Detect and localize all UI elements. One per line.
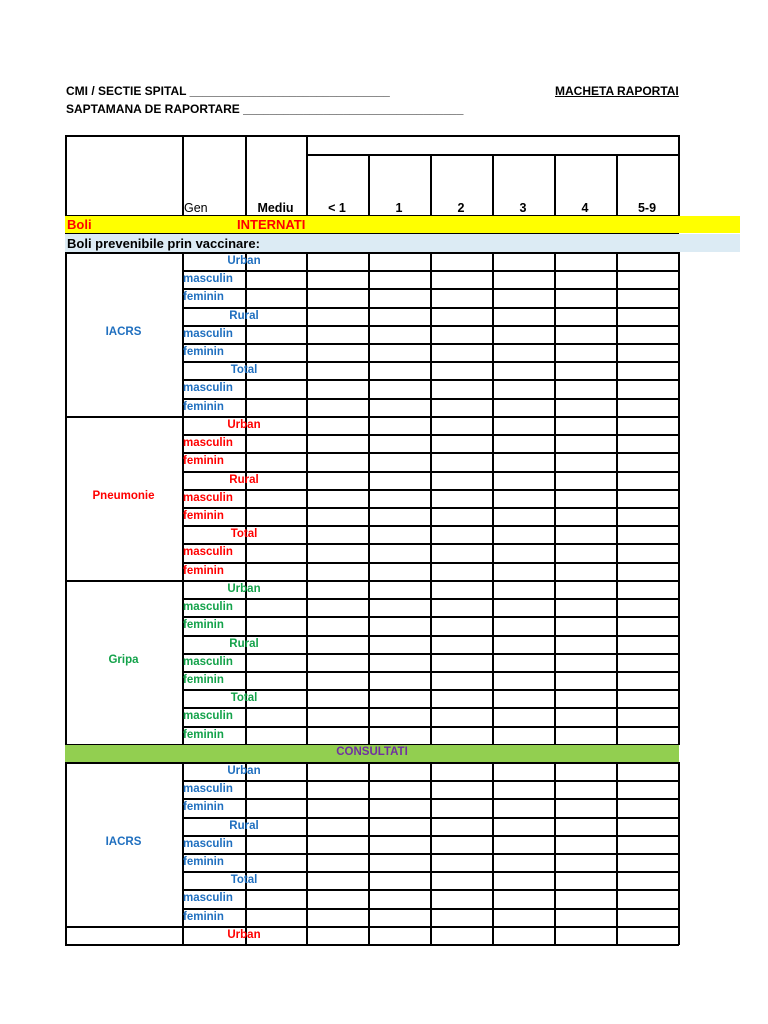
gen-label-feminin: feminin	[183, 400, 224, 413]
column-header-gen: Gen	[184, 201, 208, 215]
row-border	[182, 780, 679, 782]
row-border	[182, 379, 679, 381]
grid-vline	[430, 416, 432, 581]
section-top-border	[65, 926, 679, 928]
gen-label-masculin: masculin	[183, 837, 233, 850]
grid-vline	[616, 252, 618, 417]
row-border	[182, 507, 679, 509]
row-border	[182, 689, 679, 691]
mediu-label-rural: Rural	[229, 819, 259, 832]
disease-label: IACRS	[105, 835, 142, 848]
row-border	[182, 598, 679, 600]
row-border	[182, 361, 679, 363]
row-border	[182, 835, 679, 837]
grid-vline	[430, 762, 432, 927]
gen-label-feminin: feminin	[183, 674, 224, 686]
row-border	[182, 325, 679, 327]
row-border	[182, 471, 679, 473]
row-border	[182, 635, 679, 637]
gen-label-masculin: masculin	[183, 892, 233, 905]
grid-vline	[245, 416, 247, 581]
grid-vline	[554, 762, 556, 927]
grid-vline	[368, 252, 370, 417]
grid-vline	[306, 580, 308, 745]
column-header-age: 3	[519, 201, 527, 215]
row-border	[182, 543, 679, 545]
gen-label-feminin: feminin	[183, 910, 224, 923]
section-top-border	[65, 762, 679, 764]
gen-label-feminin: feminin	[183, 455, 224, 468]
mediu-label-urban: Urban	[227, 419, 261, 431]
row-border	[182, 798, 679, 800]
header-blank-week: _________________________________	[243, 102, 464, 116]
boli-label: Boli	[67, 217, 92, 232]
grid-vline	[492, 926, 494, 945]
grid-vline	[368, 926, 370, 945]
grid-vline	[306, 762, 308, 927]
row-border	[182, 452, 679, 454]
grid-vline	[368, 762, 370, 927]
row-border	[182, 562, 679, 564]
mediu-label-urban: Urban	[227, 583, 261, 595]
row-border	[182, 908, 679, 910]
row-border	[182, 817, 679, 819]
grid-vline	[65, 135, 67, 217]
gen-label-masculin: masculin	[183, 655, 233, 668]
disease-label: IACRS	[105, 325, 142, 338]
grid-vline	[678, 416, 680, 581]
grid-vline	[245, 762, 247, 927]
row-border	[182, 343, 679, 345]
grid-vline	[678, 926, 680, 945]
row-border	[182, 489, 679, 491]
gen-label-masculin: masculin	[183, 710, 233, 723]
grid-vline	[616, 926, 618, 945]
grid-vline	[245, 580, 247, 745]
grid-vline	[492, 580, 494, 745]
consultati-label: CONSULTATI	[336, 746, 408, 758]
grid-vline	[678, 580, 680, 745]
gen-label-masculin: masculin	[183, 601, 233, 614]
row-border	[182, 707, 679, 709]
grid-vline	[678, 135, 680, 217]
grid-vline	[554, 252, 556, 417]
mediu-label-total: Total	[230, 364, 258, 377]
mediu-label-rural: Rural	[229, 637, 259, 650]
gen-label-masculin: masculin	[183, 327, 233, 340]
section-bottom-border	[65, 944, 679, 946]
disease-label: Pneumonie	[92, 489, 155, 502]
column-header-age: 4	[581, 201, 589, 215]
gen-label-masculin: masculin	[183, 491, 233, 504]
grid-vline	[306, 926, 308, 945]
grid-vline	[492, 416, 494, 581]
header-label-week: SAPTAMANA DE RAPORTARE	[66, 102, 240, 116]
section-top-border	[65, 252, 679, 254]
section-top-border	[65, 580, 679, 582]
internati-label: INTERNATI	[237, 217, 306, 232]
row-border	[182, 434, 679, 436]
row-border	[182, 671, 679, 673]
grid-vline	[430, 926, 432, 945]
row-border	[182, 270, 679, 272]
grid-vline	[65, 926, 67, 945]
section-top-border	[65, 416, 679, 418]
header-label-cmi: CMI / SECTIE SPITAL	[66, 84, 187, 98]
gen-label-masculin: masculin	[183, 437, 233, 450]
gen-label-masculin: masculin	[183, 546, 233, 559]
gen-label-feminin: feminin	[183, 728, 224, 741]
row-border	[182, 288, 679, 290]
grid-vline	[430, 252, 432, 417]
mediu-label-rural: Rural	[229, 309, 259, 322]
column-header-mediu: Mediu	[257, 201, 294, 215]
disease-label: Gripa	[108, 653, 139, 666]
row-border	[182, 525, 679, 527]
gen-label-masculin: masculin	[183, 783, 233, 796]
column-header-age: 2	[457, 201, 465, 215]
column-header-age: < 1	[328, 201, 346, 215]
vaccin-label: Boli prevenibile prin vaccinare:	[67, 236, 260, 251]
row-border	[182, 307, 679, 309]
grid-vline	[554, 926, 556, 945]
gen-label-masculin: masculin	[183, 273, 233, 286]
mediu-label-urban: Urban	[227, 929, 261, 941]
column-header-age: 5-9	[637, 201, 657, 215]
mediu-label-urban: Urban	[227, 255, 261, 267]
grid-vline	[368, 580, 370, 745]
column-header-age: 1	[395, 201, 403, 215]
mediu-label-total: Total	[230, 874, 258, 887]
row-border	[182, 853, 679, 855]
row-border	[182, 653, 679, 655]
macheta-title: MACHETA RAPORTAI	[555, 84, 679, 98]
grid-vline	[306, 252, 308, 417]
grid-vline	[616, 580, 618, 745]
gen-label-feminin: feminin	[183, 856, 224, 868]
grid-vline	[492, 762, 494, 927]
row-border	[182, 398, 679, 400]
grid-vline	[554, 580, 556, 745]
grid-vline	[616, 416, 618, 581]
mediu-label-total: Total	[230, 692, 258, 705]
gen-label-feminin: feminin	[183, 346, 224, 358]
mediu-label-rural: Rural	[229, 473, 259, 486]
row-border	[182, 726, 679, 728]
row-border	[182, 616, 679, 618]
grid-vline	[430, 580, 432, 745]
row-border	[182, 871, 679, 873]
header-blank-cmi: ______________________________	[189, 84, 390, 98]
mediu-label-urban: Urban	[227, 765, 261, 777]
gen-label-feminin: feminin	[183, 801, 224, 814]
row-border	[182, 889, 679, 891]
gen-label-feminin: feminin	[183, 619, 224, 632]
grid-vline	[306, 416, 308, 581]
header-top-border	[65, 135, 679, 137]
grid-vline	[616, 762, 618, 927]
mediu-label-total: Total	[230, 528, 258, 541]
gen-label-feminin: feminin	[183, 291, 224, 304]
gen-label-feminin: feminin	[183, 510, 224, 522]
grid-vline	[678, 252, 680, 417]
grid-vline	[245, 252, 247, 417]
gen-label-masculin: masculin	[183, 382, 233, 395]
grid-vline	[678, 762, 680, 927]
grid-vline	[554, 416, 556, 581]
internati-band	[65, 216, 740, 233]
grid-vline	[368, 416, 370, 581]
gen-label-feminin: feminin	[183, 564, 224, 577]
grid-vline	[492, 252, 494, 417]
